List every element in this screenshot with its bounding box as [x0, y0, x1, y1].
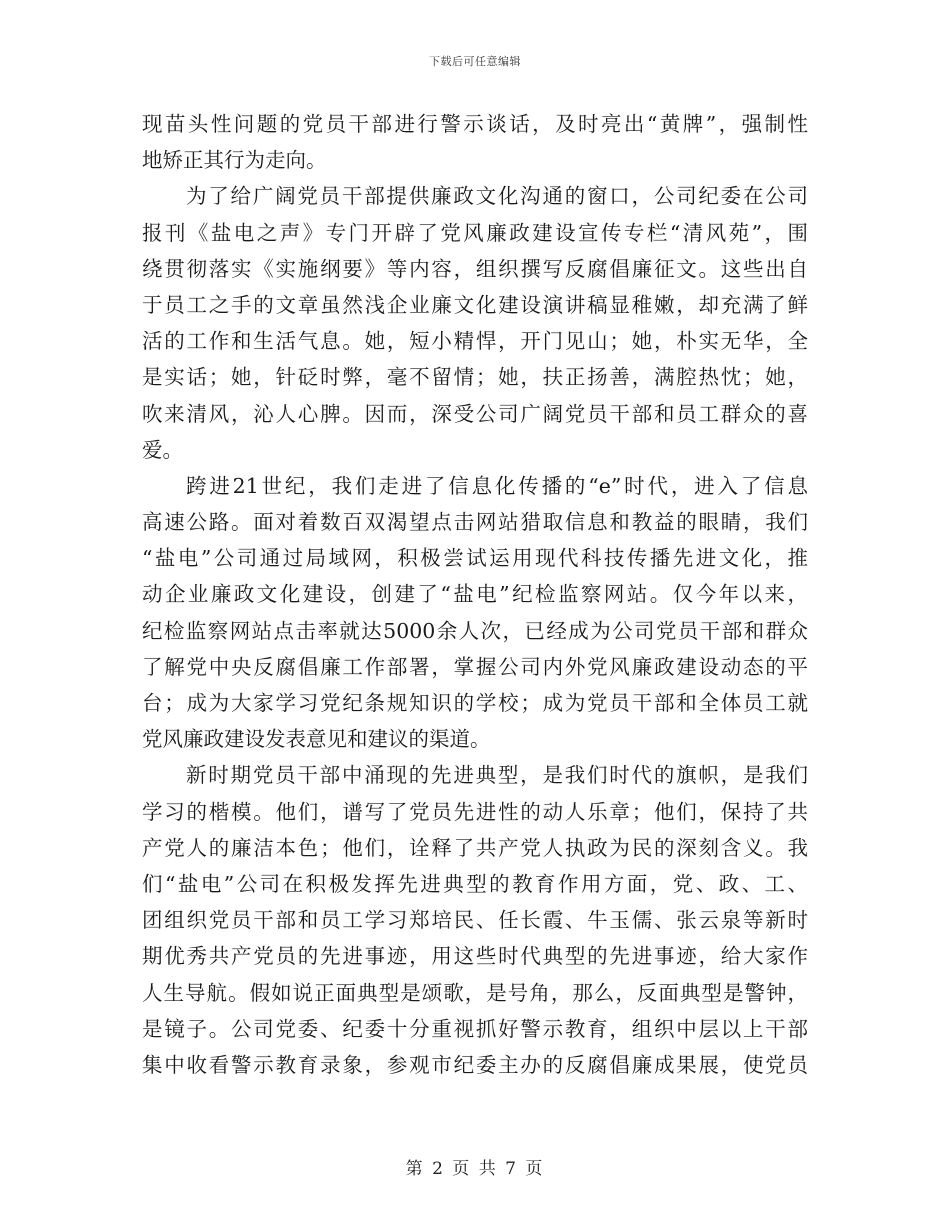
body-line: 学习的楷模。他们，谱写了党员先进性的动人乐章；他们，保持了共 [142, 799, 808, 824]
body-line: 们“盐电”公司在积极发挥先进典型的教育作用方面，党、政、工、 [142, 871, 808, 896]
body-line: “盐电”公司通过局域网，积极尝试运用现代科技传播先进文化，推 [142, 546, 808, 571]
body-line: 绕贯彻落实《实施纲要》等内容，组织撰写反腐倡廉征文。这些出自 [142, 256, 808, 281]
body-line: 于员工之手的文章虽然浅企业廉文化建设演讲稿显稚嫩，却充满了鲜 [142, 292, 808, 317]
body-line: 人生导航。假如说正面典型是颂歌，是号角，那么，反面典型是警钟， [142, 980, 808, 1005]
paragraph-start: 新时期党员干部中涌现的先进典型，是我们时代的旗帜，是我们 [186, 763, 808, 788]
body-line: 活的工作和生活气息。她，短小精悍，开门见山；她，朴实无华，全 [142, 329, 808, 354]
body-line: 地矫正其行为走向。 [142, 148, 327, 173]
paragraph-start: 跨进21世纪，我们走进了信息化传播的“e”时代，进入了信息 [186, 473, 808, 498]
page-number: 第 2 页 共 7 页 [405, 1159, 545, 1179]
body-line: 吹来清风，沁人心脾。因而，深受公司广阔党员干部和员工群众的喜 [142, 401, 808, 426]
body-line: 纪检监察网站点击率就达5000余人次，已经成为公司党员干部和群众 [142, 618, 808, 643]
body-line: 是镜子。公司党委、纪委十分重视抓好警示教育，组织中层以上干部 [142, 1016, 808, 1041]
body-line: 动企业廉政文化建设，创建了“盐电”纪检监察网站。仅今年以来， [142, 582, 808, 607]
body-line: 现苗头性问题的党员干部进行警示谈话，及时亮出“黄牌”，强制性 [142, 112, 808, 136]
paragraph-start: 为了给广阔党员干部提供廉政文化沟通的窗口，公司纪委在公司 [186, 184, 808, 209]
body-line: 台；成为大家学习党纪条规知识的学校；成为党员干部和全体员工就 [142, 691, 808, 715]
body-line: 是实话；她，针砭时弊，毫不留情；她，扶正扬善，满腔热忱；她， [142, 365, 808, 390]
body-line: 爱。 [142, 437, 183, 462]
body-line: 产党人的廉洁本色；他们，诠释了共产党人执政为民的深刻含义。我 [142, 835, 808, 860]
document-body [142, 106, 808, 1083]
body-line: 团组织党员干部和员工学习郑培民、任长霞、牛玉儒、张云泉等新时 [142, 908, 808, 933]
body-line: 集中收看警示教育录象，参观市纪委主办的反腐倡廉成果展，使党员 [142, 1052, 808, 1077]
body-line: 报刊《盐电之声》专门开辟了党风廉政建设宣传专栏“清风苑”，围 [142, 220, 808, 245]
body-line: 了解党中央反腐倡廉工作部署，掌握公司内外党风廉政建设动态的平 [142, 654, 808, 679]
body-line: 高速公路。面对着数百双渴望点击网站猎取信息和教益的眼睛，我们 [142, 510, 808, 535]
body-line: 党风廉政建设发表意见和建议的渠道。 [142, 727, 491, 752]
page-header-note: 下载后可任意编辑 [429, 55, 521, 68]
body-line: 期优秀共产党员的先进事迹，用这些时代典型的先进事迹，给大家作 [142, 944, 808, 969]
